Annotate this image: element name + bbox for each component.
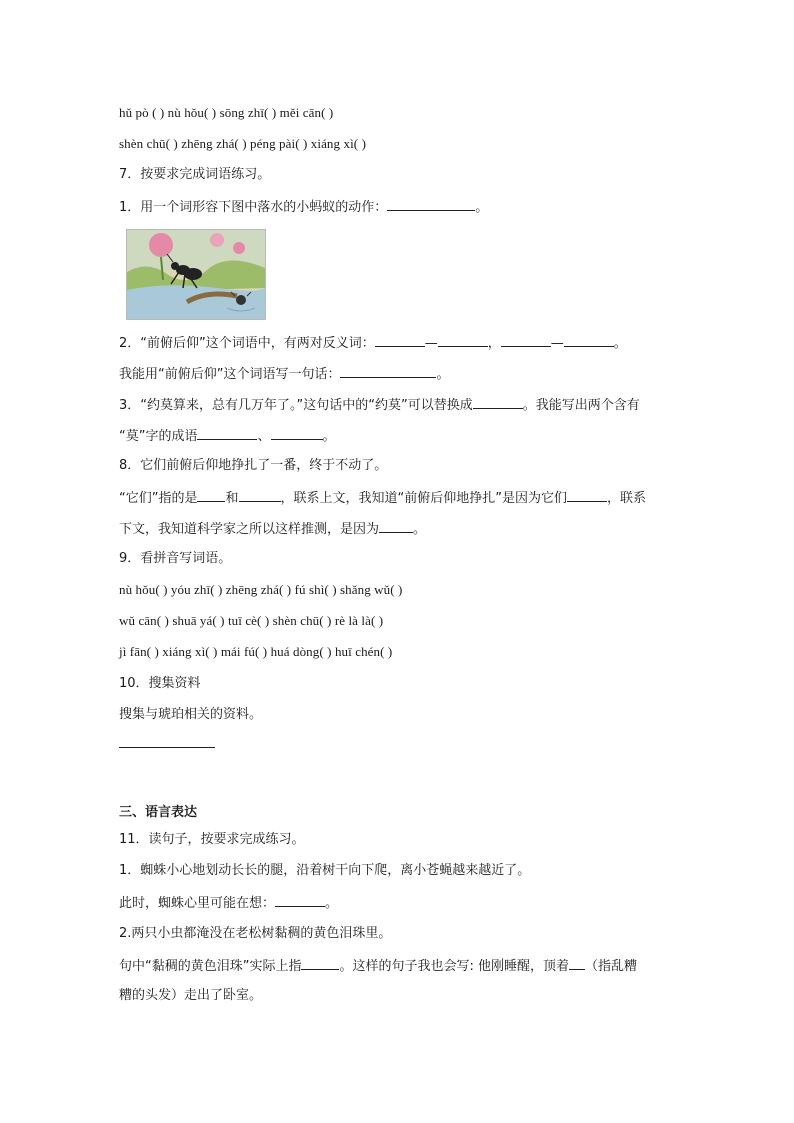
answer-blank[interactable]: [501, 333, 551, 347]
question-11-1-answer: 此时，蜘蛛心里可能在想： 。: [119, 893, 338, 913]
answer-blank[interactable]: [119, 734, 215, 748]
answer-blank[interactable]: [197, 488, 225, 502]
question-10-title: 10．搜集资料: [119, 676, 201, 691]
question-7-2: 2．“前俯后仰”这个词语中，有两对反义词： — ， — 。: [119, 333, 627, 353]
question-7-2-sentence: 我能用“前俯后仰”这个词语写一句话： 。: [119, 364, 450, 384]
answer-blank[interactable]: [375, 333, 425, 347]
answer-blank[interactable]: [569, 956, 585, 970]
answer-blank[interactable]: [340, 364, 436, 378]
answer-blank[interactable]: [275, 893, 325, 907]
pinyin-row-2: shèn chū( ) zhēng zhá( ) péng pài( ) xiáng xì( ): [119, 136, 367, 151]
question-8-b: 下文，我知道科学家之所以这样推测，是因为 。: [119, 519, 426, 539]
answer-blank[interactable]: [379, 519, 413, 533]
question-10-answer-line: [119, 734, 215, 754]
question-7-3: 3．“约莫算来，总有几万年了。”这句话中的“约莫”可以替换成 。我能写出两个含有: [119, 395, 640, 415]
question-11-1: 1．蜘蛛小心地划动长长的腿，沿着树干向下爬，离小苍蝇越来越近了。: [119, 863, 531, 878]
answer-blank[interactable]: [197, 426, 257, 440]
ant-in-water-illustration: [126, 229, 266, 320]
answer-blank[interactable]: [301, 956, 339, 970]
question-11-title: 11．读句子，按要求完成练习。: [119, 832, 305, 847]
answer-blank[interactable]: [271, 426, 323, 440]
answer-blank[interactable]: [473, 395, 523, 409]
answer-blank[interactable]: [438, 333, 488, 347]
section-3-heading: 三、语言表达: [119, 805, 198, 820]
question-7-1: 1．用一个词形容下图中落水的小蚂蚁的动作： 。: [119, 197, 488, 217]
pinyin-row-4: wǔ cān( ) shuā yá( ) tuī cè( ) shèn chū( ) rè là là( ): [119, 613, 384, 628]
question-7-3-cont: “莫”字的成语 、 。: [119, 426, 336, 446]
answer-blank[interactable]: [239, 488, 281, 502]
question-8-title: 8．它们前俯后仰地挣扎了一番，终于不动了。: [119, 458, 388, 473]
pinyin-row-3: nù hǒu( ) yóu zhī( ) zhēng zhá( ) fú shì( ) shǎng wǔ( ): [119, 582, 403, 597]
answer-blank[interactable]: [564, 333, 614, 347]
answer-blank[interactable]: [387, 197, 475, 211]
pinyin-row-1: hǔ pò ( ) nù hǒu( ) sōng zhī( ) měi cān( ): [119, 105, 334, 120]
question-8-a: “它们”指的是 和 ，联系上文，我知道“前俯后仰地挣扎”是因为它们 ，联系: [119, 488, 646, 508]
question-11-2-answer: 句中“黏稠的黄色泪珠”实际上指 。这样的句子我也会写: 他刚睡醒，顶着 （指乱糟: [119, 956, 637, 976]
question-7-title: 7．按要求完成词语练习。: [119, 167, 271, 182]
question-11-2-cont: 糟的头发）走出了卧室。: [119, 988, 263, 1003]
pinyin-row-5: jì fān( ) xiáng xì( ) mái fú( ) huá dòng( ) huī chén( ): [119, 644, 393, 659]
question-11-2: 2.两只小虫都淹没在老松树黏稠的黄色泪珠里。: [119, 926, 392, 941]
question-10-text: 搜集与琥珀相关的资料。: [119, 707, 263, 722]
answer-blank[interactable]: [567, 488, 607, 502]
question-9-title: 9．看拼音写词语。: [119, 551, 232, 566]
